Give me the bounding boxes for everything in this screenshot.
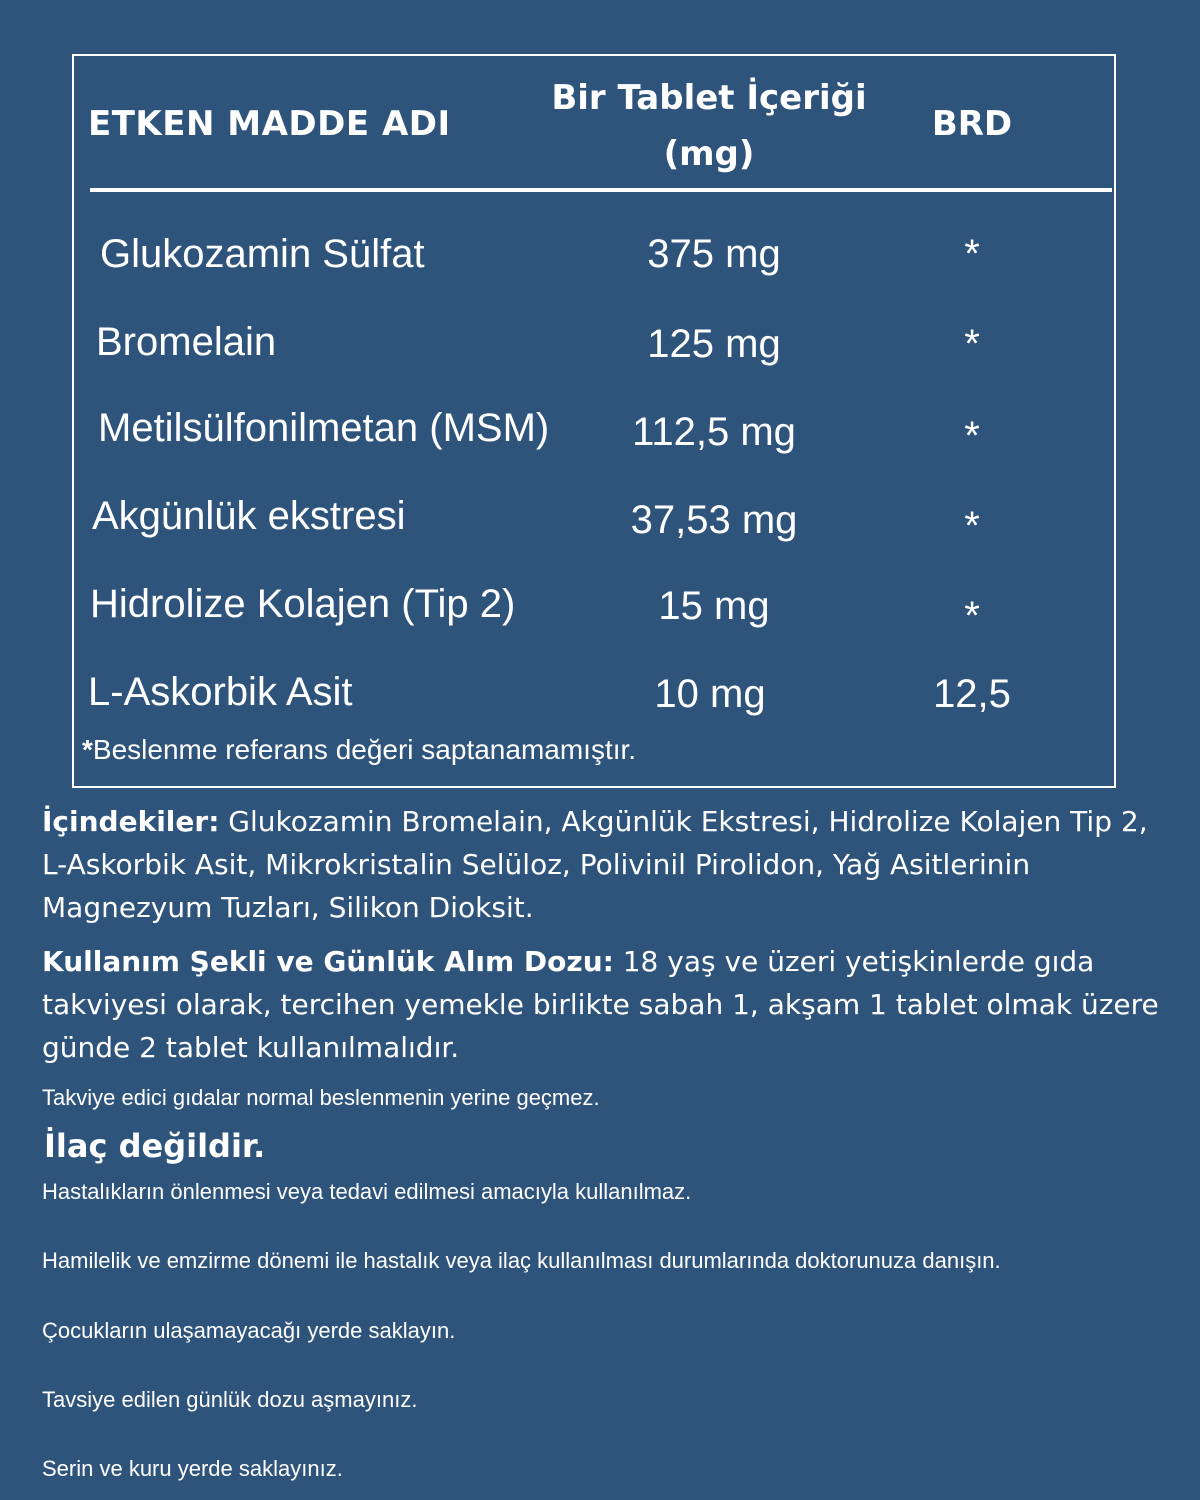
row-brd: * (964, 414, 980, 458)
warning-item: Hastalıkların önlenmesi veya tedavi edilmesi amacıyla kullanılmaz. (42, 1179, 692, 1204)
row-name: Glukozamin Sülfat (100, 232, 425, 276)
nutrition-table (72, 54, 1116, 788)
row-name: Akgünlük ekstresi (92, 494, 406, 538)
row-name: Hidrolize Kolajen (Tip 2) (90, 582, 516, 626)
warning-item: Serin ve kuru yerde saklayınız. (42, 1456, 343, 1481)
row-brd: * (964, 322, 980, 366)
usage-text: 18 yaş ve üzeri yetişkinlerde gıda takviyesi olarak, tercihen yemekle birlikte sabah 1, akşam 1 tablet olmak üzere günde 2 tablet kullanılmalıdır. (42, 945, 1159, 1064)
ingredients-paragraph (42, 800, 1162, 929)
header-divider (90, 188, 1112, 192)
header-amount-line2: (mg) (663, 134, 755, 174)
usage-paragraph (42, 940, 1162, 1069)
warning-item: Çocukların ulaşamayacağı yerde saklayın. (42, 1318, 456, 1343)
header-ingredient-name: ETKEN MADDE ADI (88, 104, 451, 144)
footnote-text: Beslenme referans değeri saptanamamıştır. (92, 734, 637, 765)
row-name: L-Askorbik Asit (88, 670, 353, 714)
header-brd: BRD (931, 104, 1013, 144)
row-amount: 10 mg (654, 672, 766, 716)
table-footnote (82, 732, 636, 768)
row-brd: * (964, 504, 980, 548)
header-amount-line1: Bir Tablet İçeriği (551, 78, 867, 118)
row-amount: 375 mg (647, 232, 781, 276)
row-amount: 112,5 mg (632, 410, 796, 454)
row-name: Bromelain (96, 320, 277, 364)
warning-item: Tavsiye edilen günlük dozu aşmayınız. (42, 1387, 418, 1412)
row-name: Metilsülfonilmetan (MSM) (98, 406, 550, 450)
ingredients-text: Glukozamin Bromelain, Akgünlük Ekstresi, Hidrolize Kolajen Tip 2, L-Askorbik Asit, Mikrokristalin Selüloz, Polivinil Pirolidon, Yağ Asitlerinin Magnezyum Tuzları, Silikon Dioksit. (42, 805, 1148, 924)
ingredients-label: İçindekiler: (42, 805, 220, 838)
row-amount: 125 mg (647, 322, 781, 366)
usage-label: Kullanım Şekli ve Günlük Alım Dozu: (42, 945, 614, 978)
footnote-mark: * (82, 734, 93, 765)
warning-item: Hamilelik ve emzirme dönemi ile hastalık veya ilaç kullanılması durumlarında doktorunuza danışın. (42, 1248, 1001, 1273)
row-brd: 12,5 (933, 672, 1011, 716)
not-drug-heading: İlaç değildir. (44, 1127, 266, 1165)
supplement-note: Takviye edici gıdalar normal beslenmenin yerine geçmez. (42, 1085, 600, 1110)
header-amount (544, 70, 874, 182)
row-amount: 15 mg (658, 584, 770, 628)
row-brd: * (964, 594, 980, 638)
row-amount: 37,53 mg (630, 498, 798, 542)
row-brd: * (964, 232, 980, 276)
